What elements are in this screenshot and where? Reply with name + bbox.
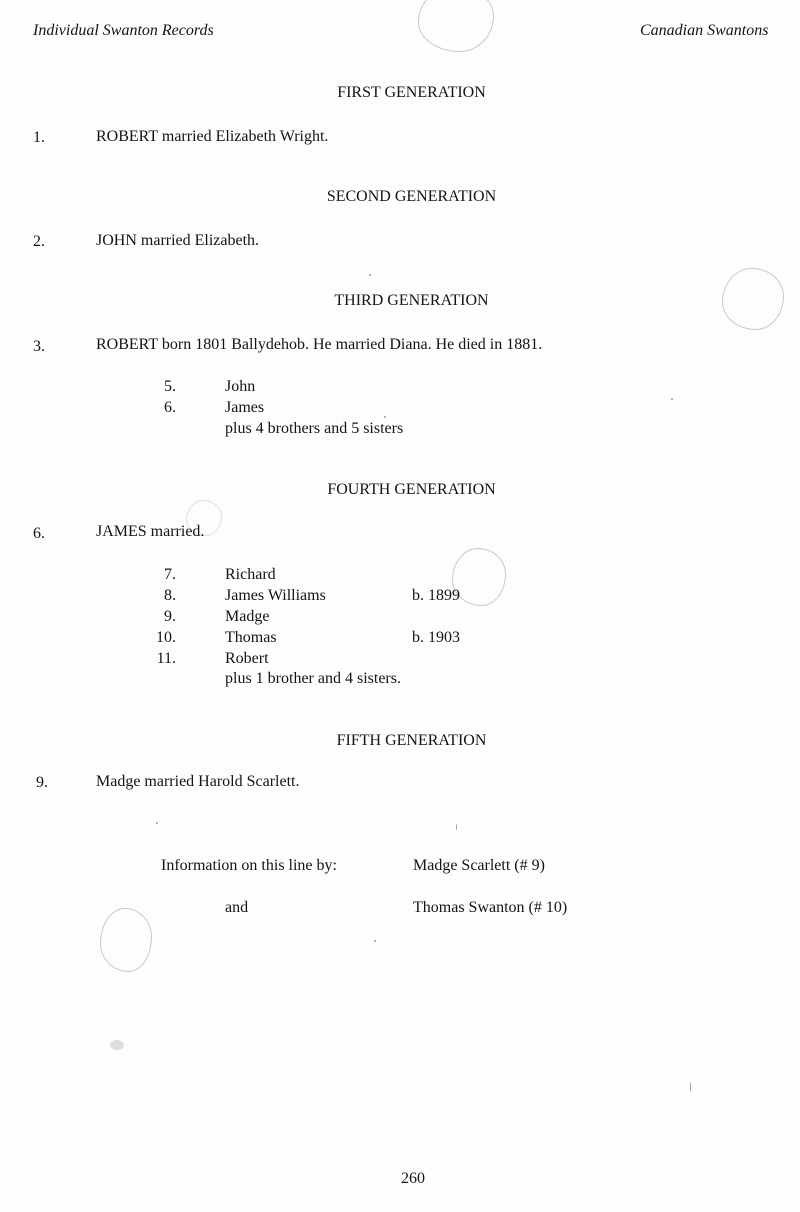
info-and: and [225, 899, 249, 916]
speck [671, 398, 673, 400]
child-number: 11. [156, 650, 176, 667]
child-name: Richard [225, 566, 276, 583]
info-source: Thomas Swanton (# 10) [413, 899, 568, 916]
child-name: John [225, 378, 256, 395]
entry-text: Madge married Harold Scarlett. [96, 773, 300, 790]
generation-title: SECOND GENERATION [326, 188, 497, 205]
stain-mark [452, 548, 506, 606]
generation-title: FIFTH GENERATION [336, 732, 487, 749]
entry-number: 1. [33, 129, 45, 146]
header-right: Canadian Swantons [640, 22, 769, 39]
page-number: 260 [401, 1170, 425, 1187]
child-birth: b. 1899 [412, 587, 460, 604]
generation-title: FIRST GENERATION [337, 84, 486, 101]
child-number: 10. [156, 629, 176, 646]
siblings-note: plus 4 brothers and 5 sisters [225, 420, 404, 437]
speck [110, 1040, 124, 1050]
child-number: 8. [164, 587, 176, 604]
entry-number: 3. [33, 338, 45, 355]
entry-number: 6. [33, 525, 45, 542]
speck [156, 822, 158, 824]
entry-text: ROBERT married Elizabeth Wright. [96, 128, 329, 145]
child-number: 7. [164, 566, 176, 583]
entry-text: JAMES married. [96, 523, 205, 540]
child-name: Robert [225, 650, 269, 667]
info-source: Madge Scarlett (# 9) [413, 857, 545, 874]
stain-mark [100, 908, 152, 972]
siblings-note: plus 1 brother and 4 sisters. [225, 670, 401, 687]
entry-text: JOHN married Elizabeth. [96, 232, 260, 249]
child-number: 5. [164, 378, 176, 395]
generation-title: FOURTH GENERATION [327, 481, 496, 498]
child-name: Thomas [225, 629, 277, 646]
speck [369, 274, 371, 276]
generation-title: THIRD GENERATION [334, 292, 489, 309]
entry-number: 9. [36, 774, 48, 791]
entry-number: 2. [33, 233, 45, 250]
header-left: Individual Swanton Records [33, 22, 214, 39]
child-name: James Williams [225, 587, 326, 604]
speck [690, 1082, 691, 1092]
child-name: Madge [225, 608, 270, 625]
speck [456, 824, 457, 830]
child-name: James [225, 399, 265, 416]
info-label: Information on this line by: [161, 857, 337, 874]
entry-text: ROBERT born 1801 Ballydehob. He married Diana. He died in 1881. [96, 336, 543, 353]
speck [384, 416, 386, 418]
speck [374, 940, 376, 942]
child-number: 9. [164, 608, 176, 625]
child-number: 6. [164, 399, 176, 416]
stain-mark [418, 0, 494, 52]
child-birth: b. 1903 [412, 629, 460, 646]
